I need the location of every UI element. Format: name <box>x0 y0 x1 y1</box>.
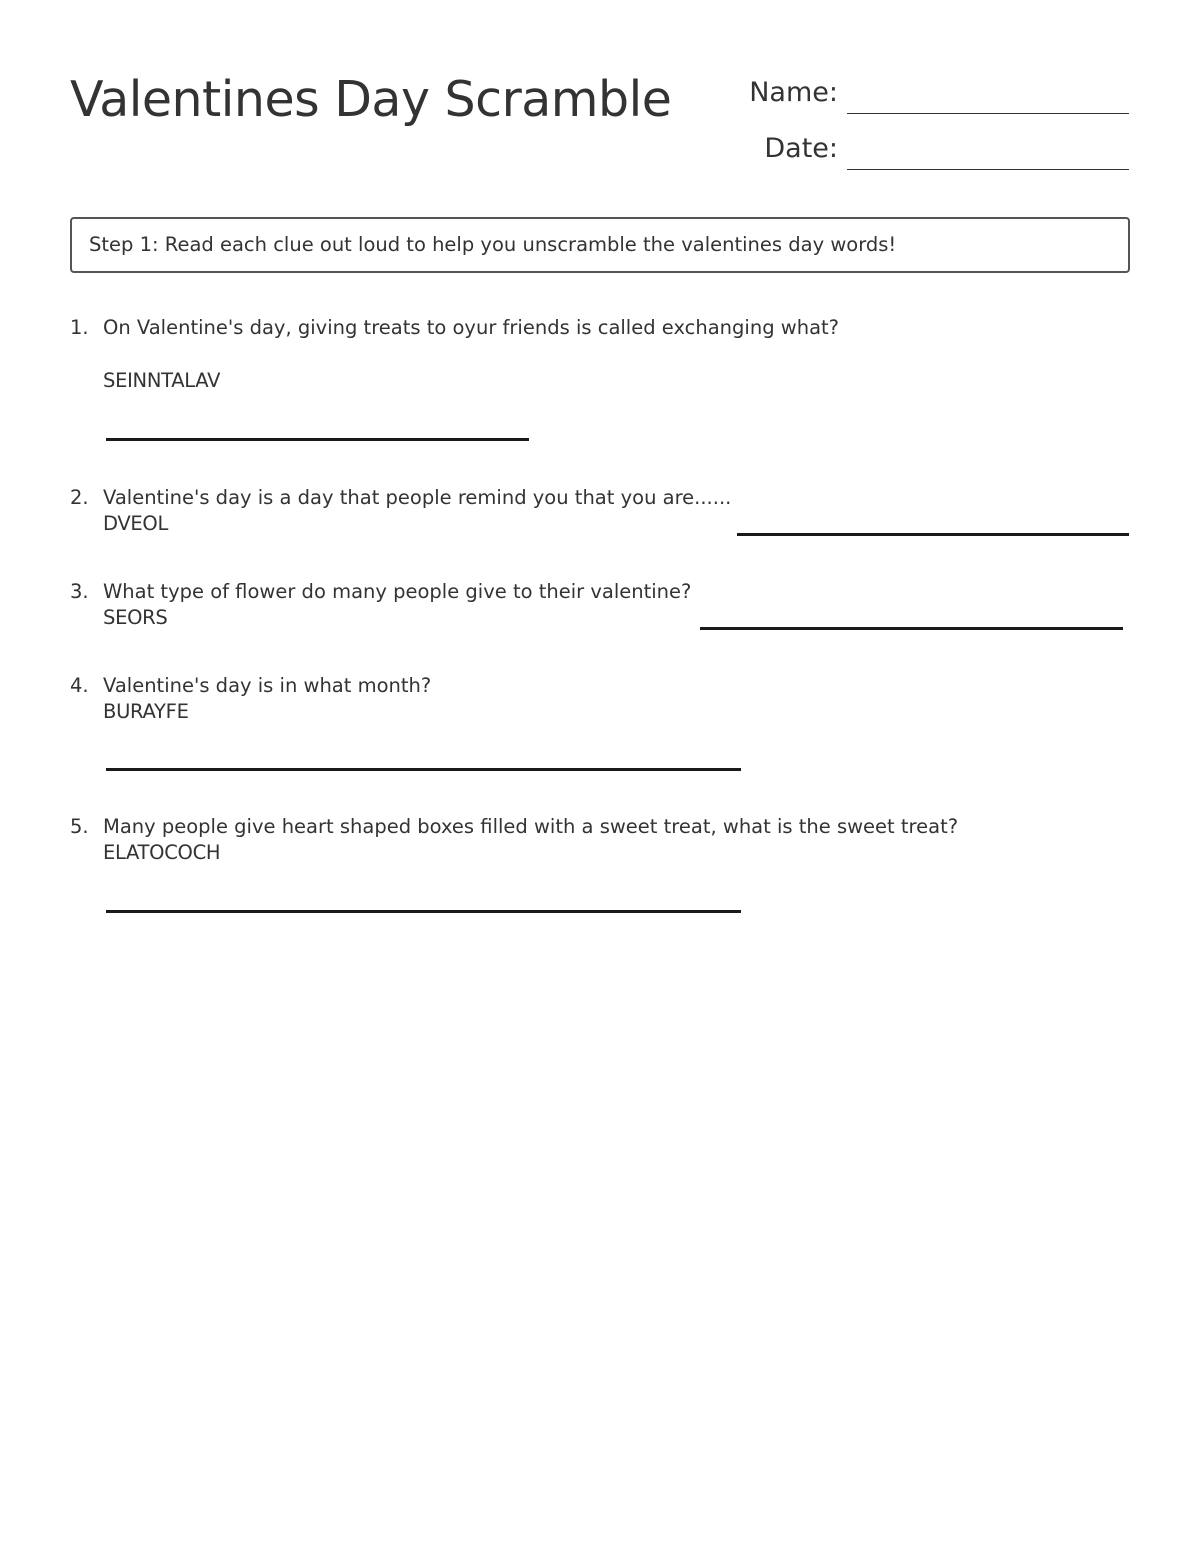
question-1-scrambled-word: SEINNTALAV <box>103 369 221 392</box>
instructions-box <box>70 217 1130 273</box>
question-5-answer-line[interactable] <box>106 910 741 913</box>
question-4-scrambled-word: BURAYFE <box>103 700 189 723</box>
question-5-number: 5. <box>70 815 89 838</box>
question-5-scrambled-word: ELATOCOCH <box>103 841 221 864</box>
instructions-text: Step 1: Read each clue out loud to help you unscramble the valentines day words! <box>89 233 897 256</box>
question-3-scrambled-word: SEORS <box>103 606 168 629</box>
question-1-answer-line[interactable] <box>106 438 529 441</box>
question-4-clue: Valentine's day is in what month? <box>103 674 432 697</box>
question-2-clue: Valentine's day is a day that people remind you that you are...... <box>103 486 732 509</box>
name-field-line[interactable] <box>847 113 1129 114</box>
question-1-number: 1. <box>70 316 89 339</box>
question-1-clue: On Valentine's day, giving treats to oyur friends is called exchanging what? <box>103 316 840 339</box>
question-3-clue: What type of flower do many people give to their valentine? <box>103 580 692 603</box>
question-3-number: 3. <box>70 580 89 603</box>
question-3-answer-line[interactable] <box>700 627 1123 630</box>
question-5-clue: Many people give heart shaped boxes filled with a sweet treat, what is the sweet treat? <box>103 815 959 838</box>
question-2-scrambled-word: DVEOL <box>103 512 169 535</box>
worksheet-title: Valentines Day Scramble <box>70 71 672 128</box>
question-4-number: 4. <box>70 674 89 697</box>
date-label: Date: <box>764 133 838 164</box>
name-label: Name: <box>749 77 838 108</box>
date-field-line[interactable] <box>847 169 1129 170</box>
question-2-number: 2. <box>70 486 89 509</box>
question-2-answer-line[interactable] <box>737 533 1129 536</box>
question-4-answer-line[interactable] <box>106 768 741 771</box>
